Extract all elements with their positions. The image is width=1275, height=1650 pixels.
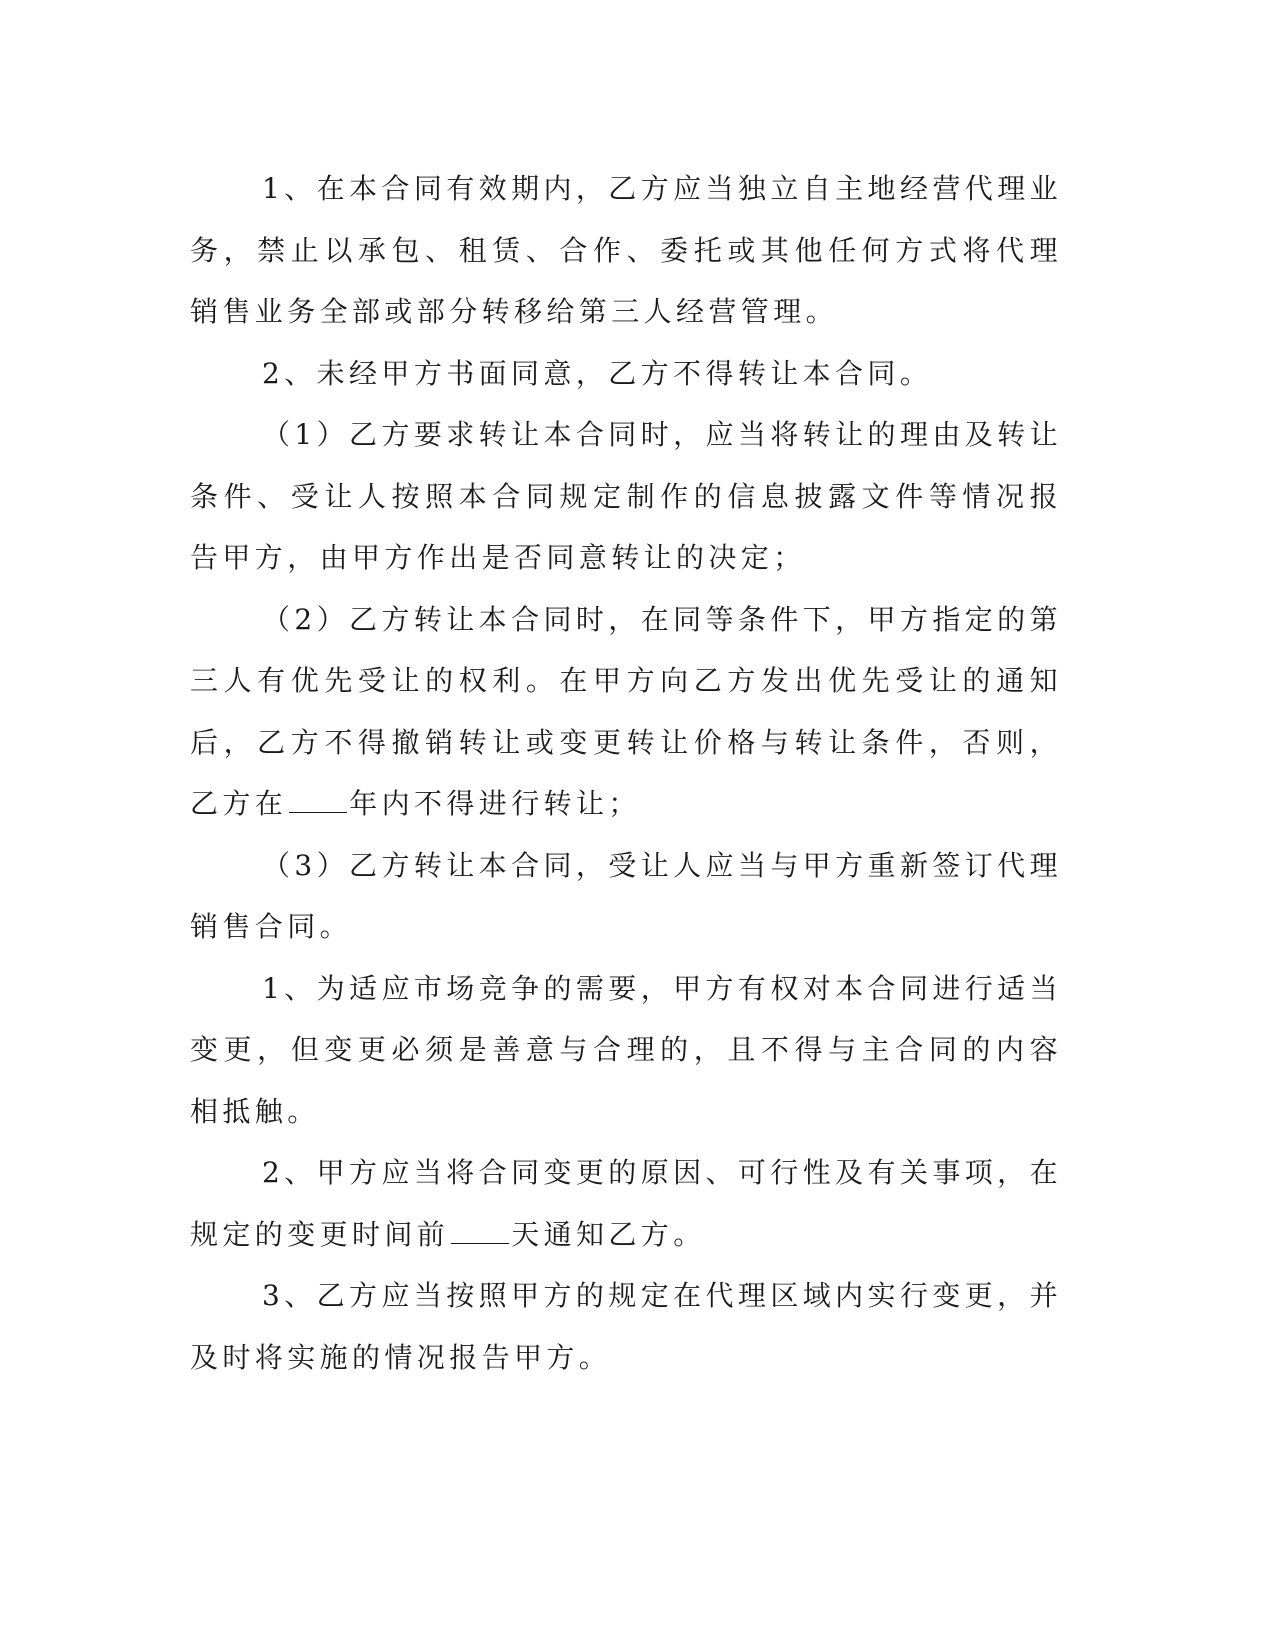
document-body bbox=[190, 158, 1062, 1388]
paragraph-new-contract: （3）乙方转让本合同，受让人应当与甲方重新签订代理销售合同。 bbox=[190, 848, 1062, 943]
paragraph-transfer-request: （1）乙方要求转让本合同时，应当将转让的理由及转让条件、受让人按照本合同规定制作的信息披露文件等情况报告甲方，由甲方作出是否同意转让的决定； bbox=[190, 418, 1062, 574]
paragraph-text-after-blank: 天通知乙方。 bbox=[511, 1217, 706, 1251]
fill-in-blank-years bbox=[289, 786, 347, 813]
paragraph-contract-change: 1、为适应市场竞争的需要，甲方有权对本合同进行适当变更，但变更必须是善意与合理的，且不得与主合同的内容相抵触。 bbox=[190, 971, 1062, 1128]
fill-in-blank-days bbox=[451, 1217, 509, 1244]
paragraph-transfer-prohibition: 1、在本合同有效期内，乙方应当独立自主地经营代理业务，禁止以承包、租赁、合作、委托或其他任何方式将代理销售业务全部或部分转移给第三人经营管理。 bbox=[190, 172, 1062, 328]
paragraph-transfer-consent: 2、未经甲方书面同意，乙方不得转让本合同。 bbox=[262, 356, 933, 390]
paragraph-change-notice bbox=[190, 1142, 1062, 1265]
paragraph-implement-change: 3、乙方应当按照甲方的规定在代理区域内实行变更，并及时将实施的情况报告甲方。 bbox=[190, 1279, 1062, 1374]
paragraph-text-before-blank: 2、甲方应当将合同变更的原因、可行性及有关事项，在规定的变更时间前 bbox=[190, 1156, 1062, 1251]
paragraph-text-after-blank: 年内不得进行转让； bbox=[349, 787, 641, 820]
paragraph-preemptive-right bbox=[190, 589, 1062, 835]
paragraph-text-before-blank: （2）乙方转让本合同时，在同等条件下，甲方指定的第三人有优先受让的权利。在甲方向乙方发出优先受让的通知后，乙方不得撤销转让或变更转让价格与转让条件，否则，乙方在 bbox=[190, 602, 1062, 820]
